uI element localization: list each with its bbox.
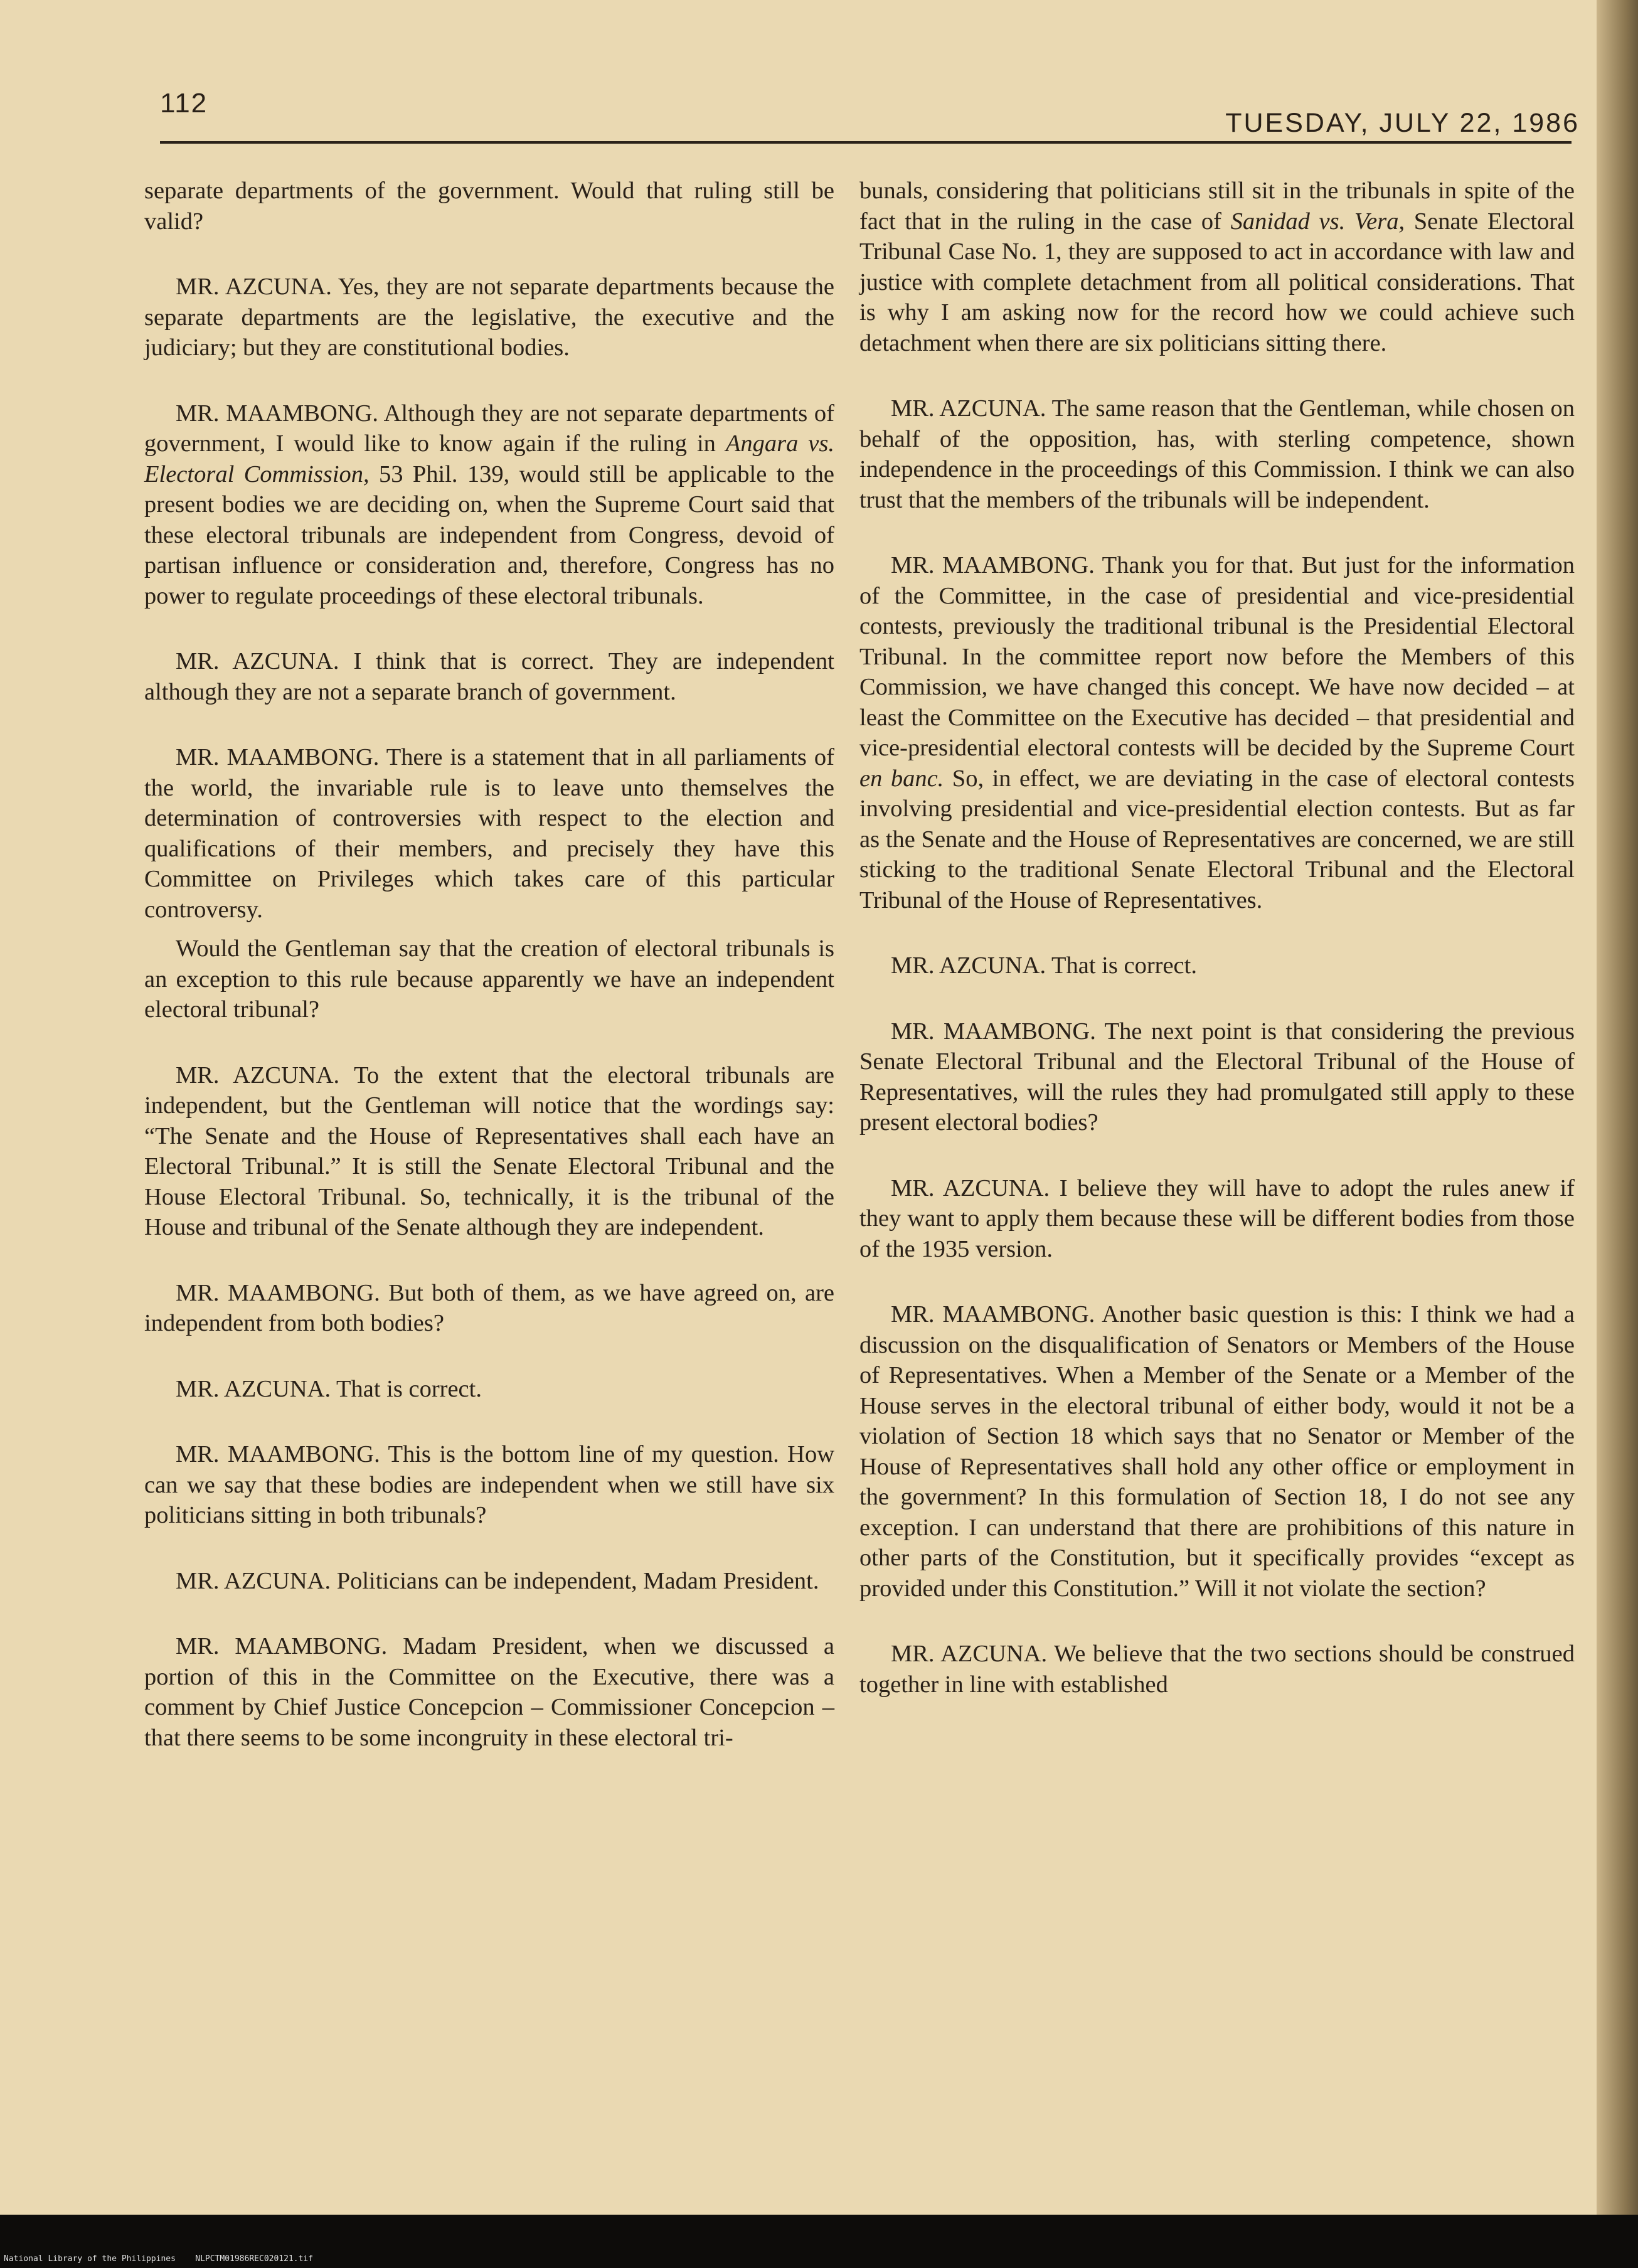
paragraph: MR. MAAMBONG. Madam President, when we discussed a portion of this in the Committee on the Executive, there was a comment by Chief Justice Concepcion – Commissioner Concepcion – that there seems to be some incongruity in these electoral tri- — [144, 1633, 834, 1751]
paragraph: MR. AZCUNA. Yes, they are not separate departments because the separate departments are the legislative, the executive and the judiciary; but they are constitutional bodies. — [144, 274, 834, 361]
text-run: So, in effect, we are deviating in the case of electoral contests involving presidential and vice-presidential election contests. But as far as the Senate and the House of Representatives are concerned, we are still sticking to the traditional Senate Electoral Tribunal and the Electoral Tribunal of the House of Representatives. — [859, 765, 1575, 913]
paragraph: MR. MAAMBONG. This is the bottom line of my question. How can we say that these bodies are independent when we still have six politicians sitting in both tribunals? — [144, 1441, 834, 1528]
case-citation: Angara vs. Electoral Commission, — [144, 430, 834, 487]
paragraph: MR. AZCUNA. That is correct. — [176, 1375, 482, 1402]
paragraph: MR. MAAMBONG. Another basic question is this: I think we had a discussion on the disqualification of Senators or Members of the House of Representatives. When a Member of the Senate or a Member of the House serves in the electoral tribunal of either body, would it not be a violation of Section 18 which says that no Senator or Member of the House of Representatives shall hold any other office or employment in the government? In this formulation of Section 18, I do not see any exception. I can understand that there are prohibitions of this nature in other parts of the Constitution, but it specifically provides “except as provided under this Constitution.” Will it not violate the section? — [859, 1301, 1575, 1602]
paragraph: MR. AZCUNA. Politicians can be independent, Madam President. — [176, 1567, 819, 1594]
paragraph: MR. MAAMBONG. The next point is that considering the previous Senate Electoral Tribunal and the Electoral Tribunal of the House of Representatives, will the rules they had promulgated still apply to these present electoral bodies? — [859, 1018, 1575, 1136]
paragraph: MR. AZCUNA. The same reason that the Gentleman, while chosen on behalf of the opposition, has, with sterling competence, shown independence in the proceedings of this Commission. I think we can also trust that the members of the tribunals will be independent. — [859, 395, 1575, 513]
latin-phrase: en banc. — [859, 765, 944, 792]
paragraph: MR. AZCUNA. We believe that the two sections should be construed together in line with established — [859, 1641, 1575, 1698]
page-binding-edge — [1597, 0, 1638, 2215]
text-run: Senate Electoral Tribunal Case No. 1, they are supposed to act in accordance with law and justice with complete detachment from all political considerations. That is why I am asking now for the record how we could achieve such detachment when there are six politicians sitting there. — [859, 208, 1575, 356]
paragraph: MR. AZCUNA. I think that is correct. They are independent although they are not a separate branch of government. — [144, 648, 834, 705]
right-column — [859, 176, 1575, 1735]
paragraph — [859, 550, 1575, 915]
paragraph: MR. AZCUNA. To the extent that the electoral tribunals are independent, but the Gentleman will notice that the wordings say: “The Senate and the House of Representatives shall each have an Electoral Tribunal.” It is still the Senate Electoral Tribunal and the House Electoral Tribunal. So, technically, it is the tribunal of the House and tribunal of the Senate although they are independent. — [144, 1062, 834, 1240]
text-run: 53 Phil. 139, would still be applicable to the present bodies we are deciding on, when the Supreme Court said that these electoral tribunals are independent from Congress, devoid of partisan influence or consideration and, therefore, Congress has no power to regulate proceedings of these electoral tribunals. — [144, 461, 834, 609]
running-head-date: TUESDAY, JULY 22, 1986 — [1225, 108, 1580, 138]
paragraph: MR. MAAMBONG. There is a statement that in all parliaments of the world, the invariable rule is to leave unto themselves the determination of controversies with respect to the election and qualifications of their members, and precisely they have this Committee on Privileges which takes care of this particular controversy. — [144, 744, 834, 923]
header-rule — [160, 141, 1572, 144]
text-run: bunals, considering that politicians still sit in the tribunals in spite of the fact that in the ruling in the case of — [859, 178, 1575, 235]
paragraph: MR. MAAMBONG. But both of them, as we have agreed on, are independent from both bodies? — [144, 1279, 834, 1336]
paragraph — [144, 398, 834, 612]
text-run: MR. MAAMBONG. Thank you for that. But just for the information of the Committee, in the case of presidential and vice-presidential contests, previously the traditional tribunal is the Presidential Electoral Tribunal. In the committee report now before the Members of this Commission, we have changed this concept. We have now decided – at least the Committee on the Executive has decided – that presidential and vice-presidential electoral contests will be decided by the Supreme Court — [859, 552, 1575, 761]
page-number: 112 — [160, 88, 208, 119]
paragraph: separate departments of the government. Would that ruling still be valid? — [144, 178, 834, 235]
left-column — [144, 176, 834, 1788]
paragraph: MR. AZCUNA. That is correct. — [891, 952, 1197, 979]
text-run: MR. MAAMBONG. Although they are not separate departments of government, I would like to know again if the ruling in — [144, 400, 834, 457]
case-citation: Sanidad vs. Vera, — [1230, 208, 1405, 235]
paragraph: Would the Gentleman say that the creation of electoral tribunals is an exception to this rule because apparently we have an independent electoral tribunal? — [144, 935, 834, 1023]
paragraph: MR. AZCUNA. I believe they will have to adopt the rules anew if they want to apply them because these will be different bodies from those of the 1935 version. — [859, 1174, 1575, 1262]
paragraph — [859, 176, 1575, 358]
scan-footer-label: National Library of the Philippines NLPCTM01986REC020121.tif — [4, 2254, 314, 2264]
